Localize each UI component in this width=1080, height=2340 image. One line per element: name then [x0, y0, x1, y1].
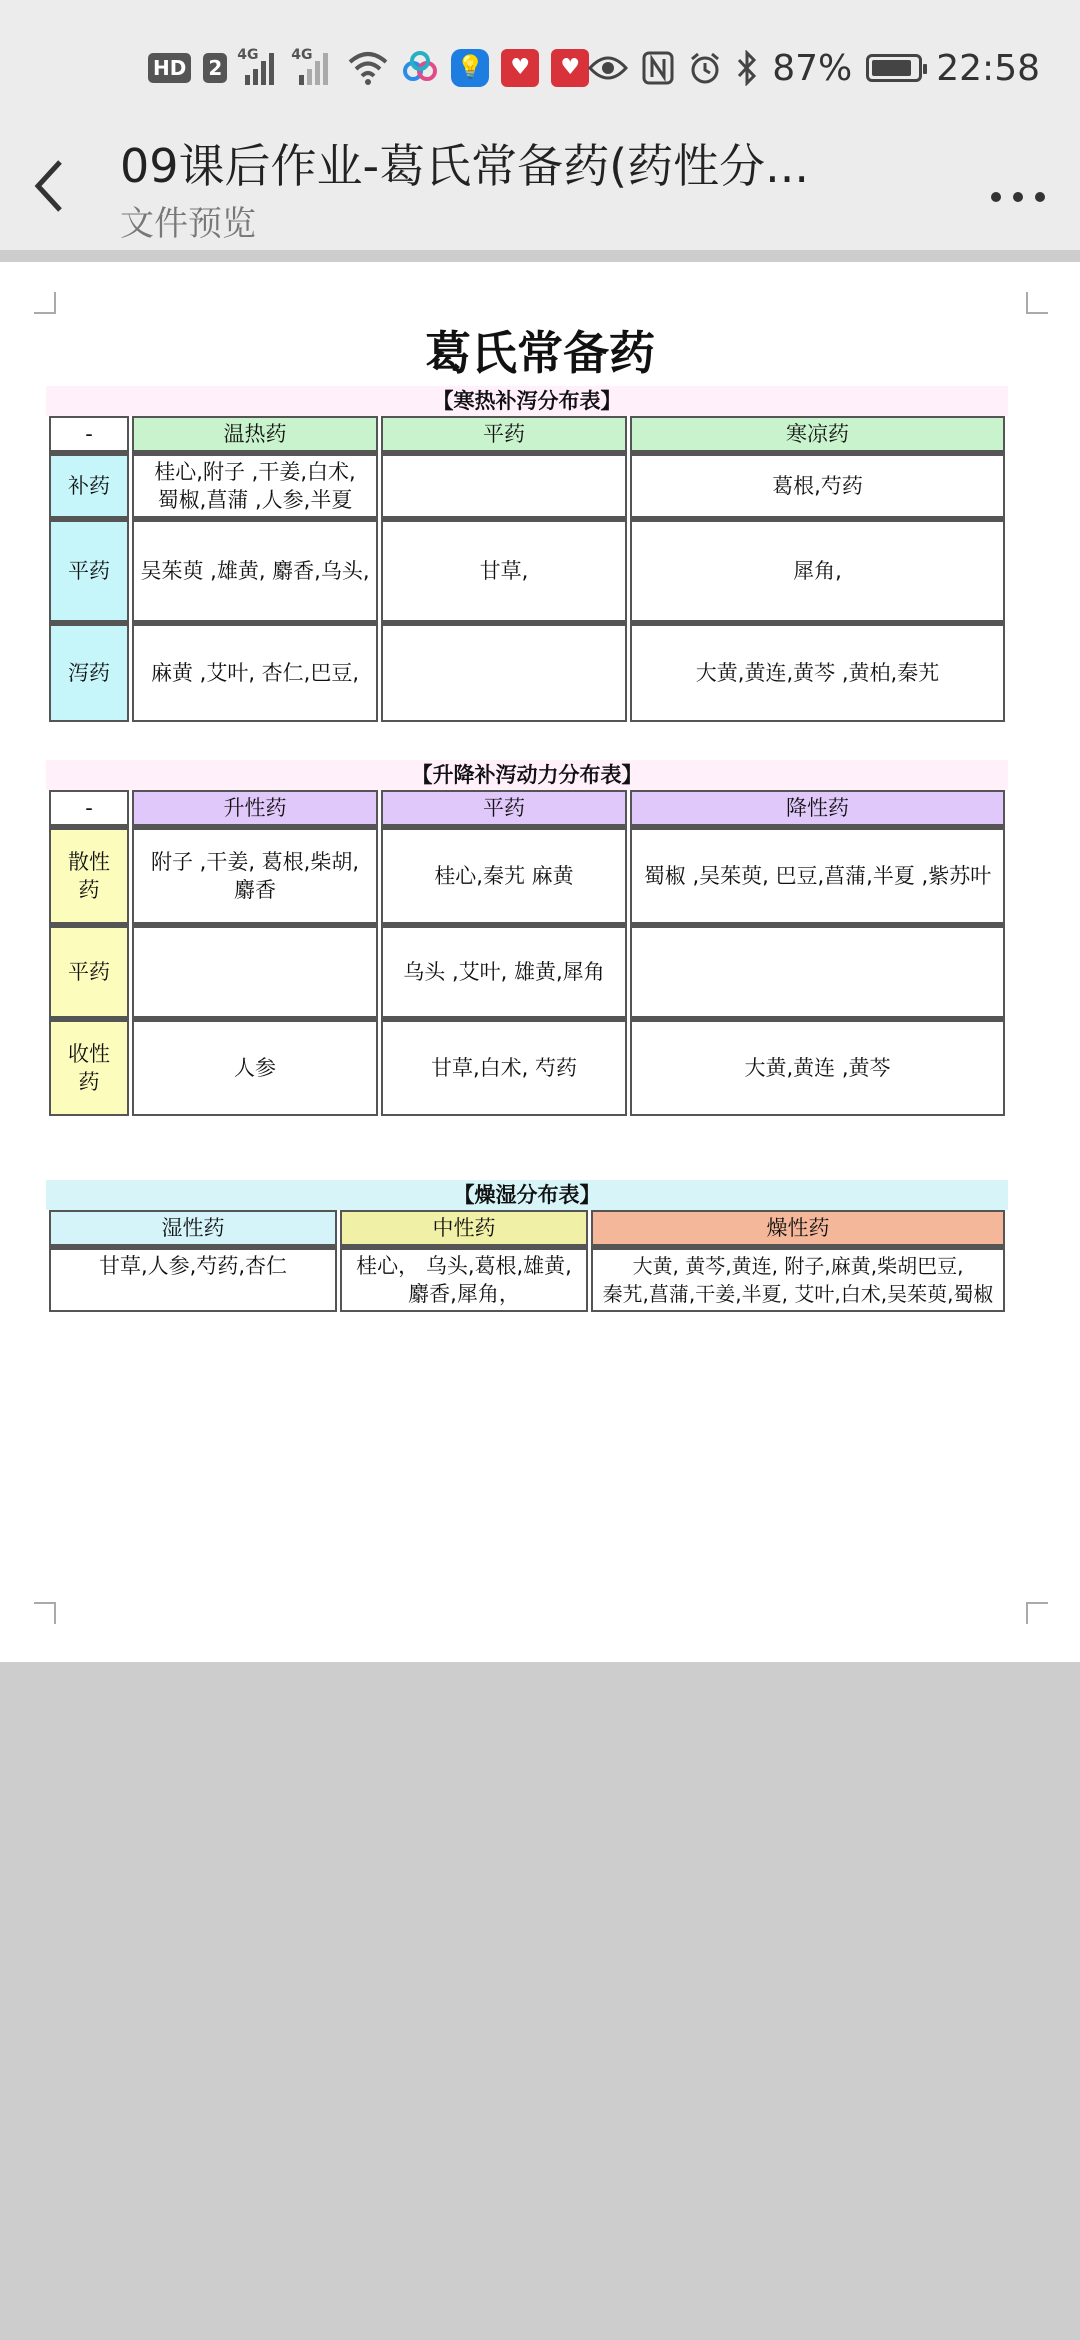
battery-icon	[866, 54, 922, 82]
eye-icon	[588, 54, 628, 82]
table-header: 中性药	[340, 1210, 588, 1246]
table-cell	[381, 452, 627, 518]
table-cell	[132, 924, 378, 1018]
table-cell: 大黄,黄连 ,黄芩	[630, 1018, 1005, 1116]
chevron-left-icon	[30, 156, 70, 216]
document-page[interactable]	[0, 262, 1080, 1662]
document-title: 葛氏常备药	[425, 326, 655, 380]
signal-icon	[237, 47, 281, 85]
network-type-label: 4G	[237, 47, 259, 63]
table-row	[49, 452, 1005, 518]
lightbulb-app-icon: 💡	[451, 49, 489, 87]
table-rise-fall	[46, 760, 1008, 1116]
more-dots-icon	[990, 189, 1046, 205]
table-cell: 附子 ,干姜, 葛根,柴胡, 麝香	[132, 826, 378, 924]
table-cell: 犀角,	[630, 518, 1005, 622]
data-table	[46, 790, 1008, 1116]
table-header: 寒凉药	[630, 416, 1005, 452]
table-cell: 大黄, 黄芩,黄连, 附子,麻黄,柴胡巴豆, 秦艽,菖蒲,干姜,半夏, 艾叶,白术,吴茱萸,蜀椒	[591, 1246, 1005, 1312]
page-corner-mark	[1026, 292, 1048, 314]
back-button[interactable]	[30, 146, 90, 226]
data-table	[46, 1210, 1008, 1312]
app-toolbar	[0, 118, 1080, 250]
table-cell: 乌头 ,艾叶, 雄黄,犀角	[381, 924, 627, 1018]
table-cell: 麻黄 ,艾叶, 杏仁,巴豆,	[132, 622, 378, 722]
page-title: 09课后作业-葛氏常备药(药性分...	[120, 139, 809, 193]
hd-icon: HD	[148, 53, 191, 83]
row-label: 泻药	[49, 622, 129, 722]
row-label: 平药	[49, 924, 129, 1018]
table-cell: 蜀椒 ,吴茱萸, 巴豆,菖蒲,半夏 ,紫苏叶	[630, 826, 1005, 924]
table-dry-wet	[46, 1180, 1008, 1312]
nfc-icon	[642, 51, 674, 85]
row-label: 收性 药	[49, 1018, 129, 1116]
table-cell: 葛根,芍药	[630, 452, 1005, 518]
table-cell: 桂心,附子 ,干姜,白术, 蜀椒,菖蒲 ,人参,半夏	[132, 452, 378, 518]
wifi-icon	[347, 50, 389, 86]
table-caption: 【燥湿分布表】	[46, 1180, 1008, 1210]
table-caption: 【寒热补泻分布表】	[46, 386, 1008, 416]
page-corner-mark	[34, 1602, 56, 1624]
status-bar	[0, 0, 1080, 118]
row-label: 补药	[49, 452, 129, 518]
table-header: 温热药	[132, 416, 378, 452]
table-header: 降性药	[630, 790, 1005, 826]
table-row	[49, 924, 1005, 1018]
table-row	[49, 1018, 1005, 1116]
heart-app-icon: ♥	[551, 49, 589, 87]
page-subtitle: 文件预览	[120, 204, 256, 244]
table-cell: 桂心， 乌头,葛根,雄黄, 麝香,犀角，	[340, 1246, 588, 1312]
battery-percent: 87%	[772, 47, 853, 89]
table-cell: 人参	[132, 1018, 378, 1116]
table-cold-hot	[46, 386, 1008, 722]
table-cell	[381, 622, 627, 722]
clock: 22:58	[936, 47, 1040, 89]
row-label: 平药	[49, 518, 129, 622]
table-cell: 甘草,	[381, 518, 627, 622]
table-header: 平药	[381, 790, 627, 826]
table-header: -	[49, 790, 129, 826]
table-caption: 【升降补泻动力分布表】	[46, 760, 1008, 790]
table-cell: 大黄,黄连,黄芩 ,黄柏,秦艽	[630, 622, 1005, 722]
data-table	[46, 416, 1008, 722]
table-row	[49, 622, 1005, 722]
table-header: -	[49, 416, 129, 452]
table-header: 湿性药	[49, 1210, 337, 1246]
table-cell: 吴茱萸 ,雄黄, 麝香,乌头,	[132, 518, 378, 622]
table-cell: 甘草,白术, 芍药	[381, 1018, 627, 1116]
more-options-button[interactable]	[990, 162, 1046, 216]
table-row	[49, 1246, 1005, 1312]
table-row	[49, 518, 1005, 622]
table-header: 平药	[381, 416, 627, 452]
heart-app-icon: ♥	[501, 49, 539, 87]
table-cell	[630, 924, 1005, 1018]
alarm-icon	[688, 51, 722, 85]
signal-icon	[291, 47, 335, 85]
row-label: 散性 药	[49, 826, 129, 924]
sim-icon: 2	[203, 53, 227, 83]
network-type-label: 4G	[291, 47, 313, 63]
table-row	[49, 826, 1005, 924]
status-left-icons	[148, 44, 589, 92]
cloud-app-icon	[401, 49, 439, 87]
table-cell: 甘草,人参,芍药,杏仁	[49, 1246, 337, 1312]
table-cell: 桂心,秦艽 麻黄	[381, 826, 627, 924]
bluetooth-icon	[736, 50, 758, 86]
table-header: 升性药	[132, 790, 378, 826]
table-header: 燥性药	[591, 1210, 1005, 1246]
status-right-icons	[588, 44, 1040, 92]
page-corner-mark	[34, 292, 56, 314]
page-corner-mark	[1026, 1602, 1048, 1624]
